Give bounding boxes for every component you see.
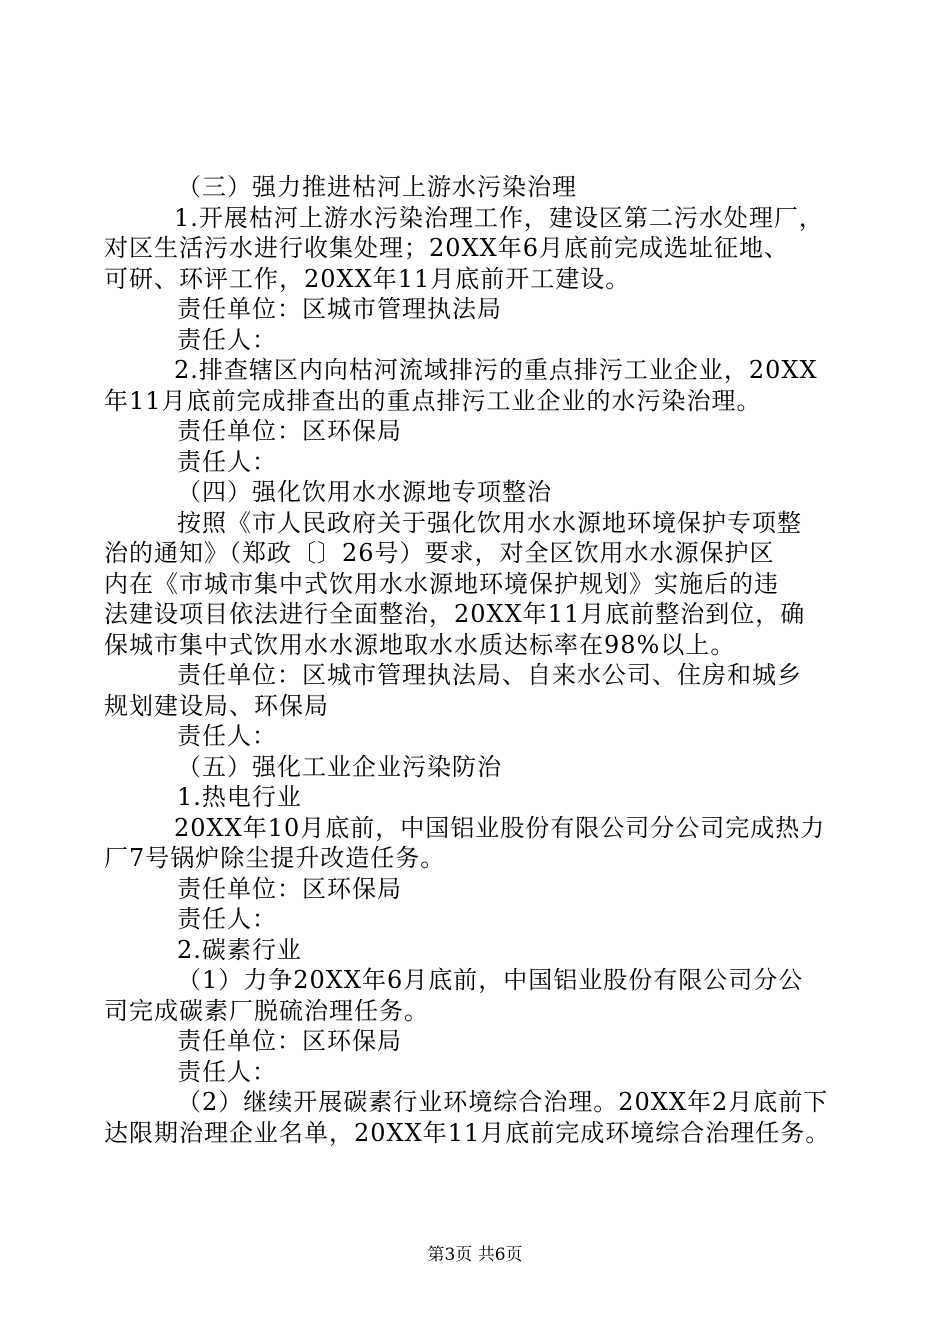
text-line: 1.热电行业 (177, 783, 302, 811)
text-line: （2）继续开展碳素行业环境综合治理。20XX年2月底前下 (177, 1088, 829, 1116)
text-line: 1.开展枯河上游水污染治理工作，建设区第二污水处理厂， (174, 203, 824, 232)
document-body (104, 172, 844, 1148)
text-line: 20XX年10月底前，中国铝业股份有限公司分公司完成热力 (174, 813, 826, 842)
text-line: 规划建设局、环保局 (104, 691, 329, 720)
text-line: 责任单位：区环保局 (177, 417, 402, 445)
text-line: 责任人： (177, 905, 277, 933)
text-line: 责任人： (177, 325, 277, 354)
text-line: （1）力争20XX年6月底前，中国铝业股份有限公司分公 (177, 966, 804, 994)
text-line: 保城市集中式饮用水水源地取水水质达标率在98%以上。 (104, 630, 736, 659)
text-line: 责任人： (177, 447, 277, 476)
text-line: 按照《市人民政府关于强化饮用水水源地环境保护专项整 (177, 508, 802, 537)
text-line: 年11月底前完成排查出的重点排污工业企业的水污染治理。 (104, 386, 762, 415)
text-line: （四）强化饮用水水源地专项整治 (177, 478, 552, 506)
text-line: 治的通知》（郑政〔〕26号）要求，对全区饮用水水源保护区 (104, 539, 775, 567)
text-line: 责任人： (177, 1057, 277, 1086)
text-line: 可研、环评工作，20XX年11月底前开工建设。 (104, 264, 631, 293)
text-line: 司完成碳素厂脱硫治理任务。 (104, 996, 429, 1025)
text-line: 对区生活污水进行收集处理；20XX年6月底前完成选址征地、 (104, 234, 789, 262)
text-line: 达限期治理企业名单，20XX年11月底前完成环境综合治理任务。 (104, 1118, 831, 1147)
text-line: 责任单位：区环保局 (177, 1027, 402, 1055)
text-line: 2.碳素行业 (177, 935, 302, 964)
text-line: 厂7号锅炉除尘提升改造任务。 (104, 844, 446, 872)
text-line: （三）强力推进枯河上游水污染治理 (177, 173, 577, 201)
text-line: 法建设项目依法进行全面整治，20XX年11月底前整治到位，确 (104, 600, 806, 628)
text-line: 责任人： (177, 722, 277, 750)
text-line: 2.排查辖区内向枯河流域排污的重点排污工业企业，20XX (174, 356, 818, 384)
text-line: 责任单位：区城市管理执法局、自来水公司、住房和城乡 (177, 661, 802, 689)
text-line: 责任单位：区环保局 (177, 874, 402, 903)
page-footer: 第3页 共6页 (427, 1245, 523, 1265)
text-line: 责任单位：区城市管理执法局 (177, 295, 502, 323)
text-line: （五）强化工业企业污染防治 (177, 752, 502, 781)
text-line: 内在《市城市集中式饮用水水源地环境保护规划》实施后的违 (104, 569, 779, 598)
